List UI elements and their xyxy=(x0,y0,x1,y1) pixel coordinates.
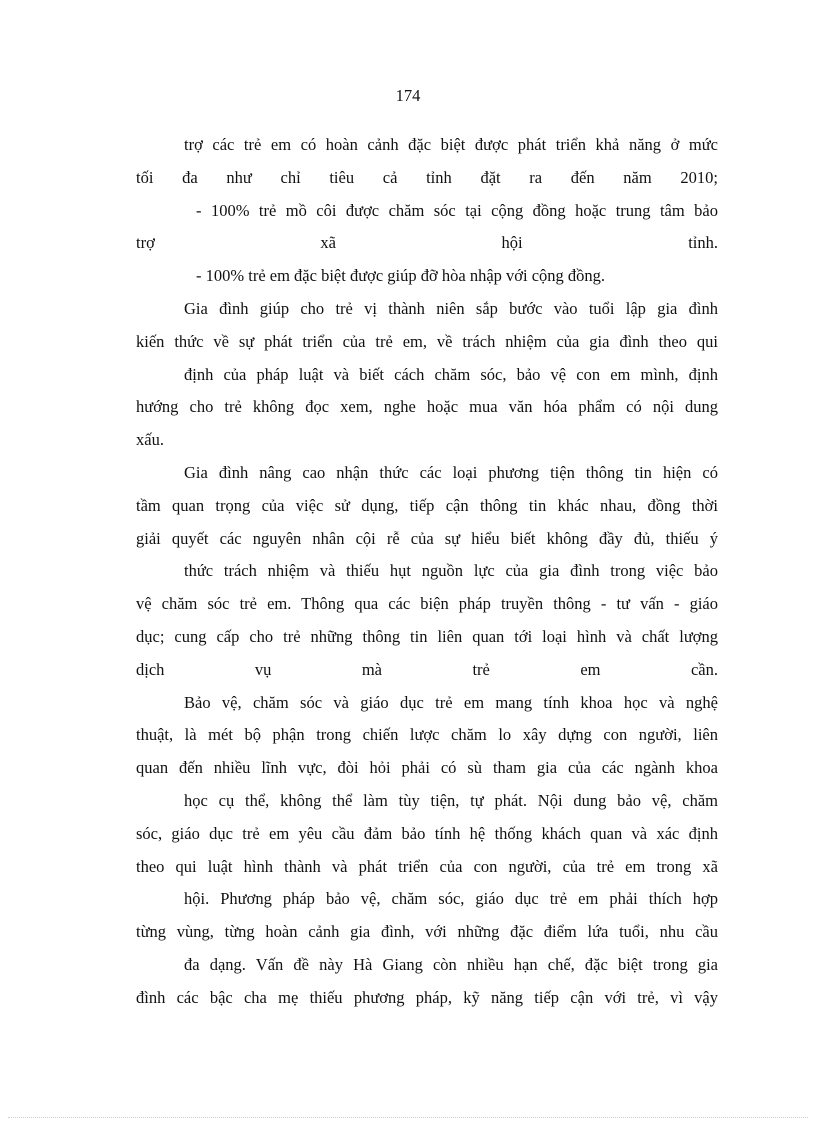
text-line: xấu. xyxy=(136,430,164,450)
text-line: định của pháp luật và biết cách chăm sóc, bảo vệ con em mình, định xyxy=(184,364,718,384)
text-line: tầm quan trọng của việc sử dụng, tiếp cận thông tin khác nhau, đồng thời xyxy=(136,495,718,515)
body-text xyxy=(136,131,718,1017)
text-line: - 100% trẻ mồ côi được chăm sóc tại cộng đồng hoặc trung tâm bảo xyxy=(196,200,718,220)
text-line: thức trách nhiệm và thiếu hụt nguồn lực của gia đình trong việc bảo xyxy=(184,561,718,581)
page-number: 174 xyxy=(395,86,421,105)
text-line: hội. Phương pháp bảo vệ, chăm sóc, giáo dục trẻ em phải thích hợp xyxy=(184,889,718,909)
text-line: trợ xã hội tỉnh. xyxy=(136,233,718,253)
text-line: quan đến nhiều lĩnh vực, đòi hỏi phải có sù tham gia của các ngành khoa xyxy=(136,758,718,778)
text-line: dục; cung cấp cho trẻ những thông tin liên quan tới loại hình và chất lượng xyxy=(136,626,718,646)
text-line: Gia đình nâng cao nhận thức các loại phương tiện thông tin hiện có xyxy=(184,462,718,482)
text-line: đình các bậc cha mẹ thiếu phương pháp, kỹ năng tiếp cận với trẻ, vì vậy xyxy=(136,987,718,1007)
text-line: tối đa như chỉ tiêu cả tỉnh đặt ra đến năm 2010; xyxy=(136,167,718,187)
text-line: - 100% trẻ em đặc biệt được giúp đỡ hòa nhập với cộng đồng. xyxy=(196,266,606,286)
text-line: dịch vụ mà trẻ em cần. xyxy=(136,659,718,679)
text-line: vệ chăm sóc trẻ em. Thông qua các biện pháp truyền thông - tư vấn - giáo xyxy=(136,594,718,614)
text-line: kiến thức về sự phát triển của trẻ em, về trách nhiệm của gia đình theo qui xyxy=(136,331,718,351)
text-line: theo qui luật hình thành và phát triển của con người, của trẻ em trong xã xyxy=(136,856,718,876)
text-line: từng vùng, từng hoàn cảnh gia đình, với những đặc điểm lứa tuổi, nhu cầu xyxy=(136,922,718,942)
text-line: hướng cho trẻ không đọc xem, nghe hoặc mua văn hóa phẩm có nội dung xyxy=(136,397,718,417)
text-line: Bảo vệ, chăm sóc và giáo dục trẻ em mang tính khoa học và nghệ xyxy=(184,692,718,712)
text-line: sóc, giáo dục trẻ em yêu cầu đảm bảo tính hệ thống khách quan và xác định xyxy=(136,823,718,843)
page-bottom-rule xyxy=(8,1117,808,1118)
text-line: trợ các trẻ em có hoàn cảnh đặc biệt được phát triển khả năng ở mức xyxy=(184,135,718,154)
text-line: giải quyết các nguyên nhân cội rễ của sự hiểu biết không đầy đủ, thiếu ý xyxy=(136,528,718,548)
text-line: thuật, là mét bộ phận trong chiến lược chăm lo xây dựng con người, liên xyxy=(136,725,718,745)
text-line: đa dạng. Vấn đề này Hà Giang còn nhiều hạn chế, đặc biệt trong gia xyxy=(184,954,718,974)
text-line: Gia đình giúp cho trẻ vị thành niên sắp bước vào tuổi lập gia đình xyxy=(184,298,718,318)
text-line: học cụ thể, không thể làm tùy tiện, tự phát. Nội dung bảo vệ, chăm xyxy=(184,790,718,810)
